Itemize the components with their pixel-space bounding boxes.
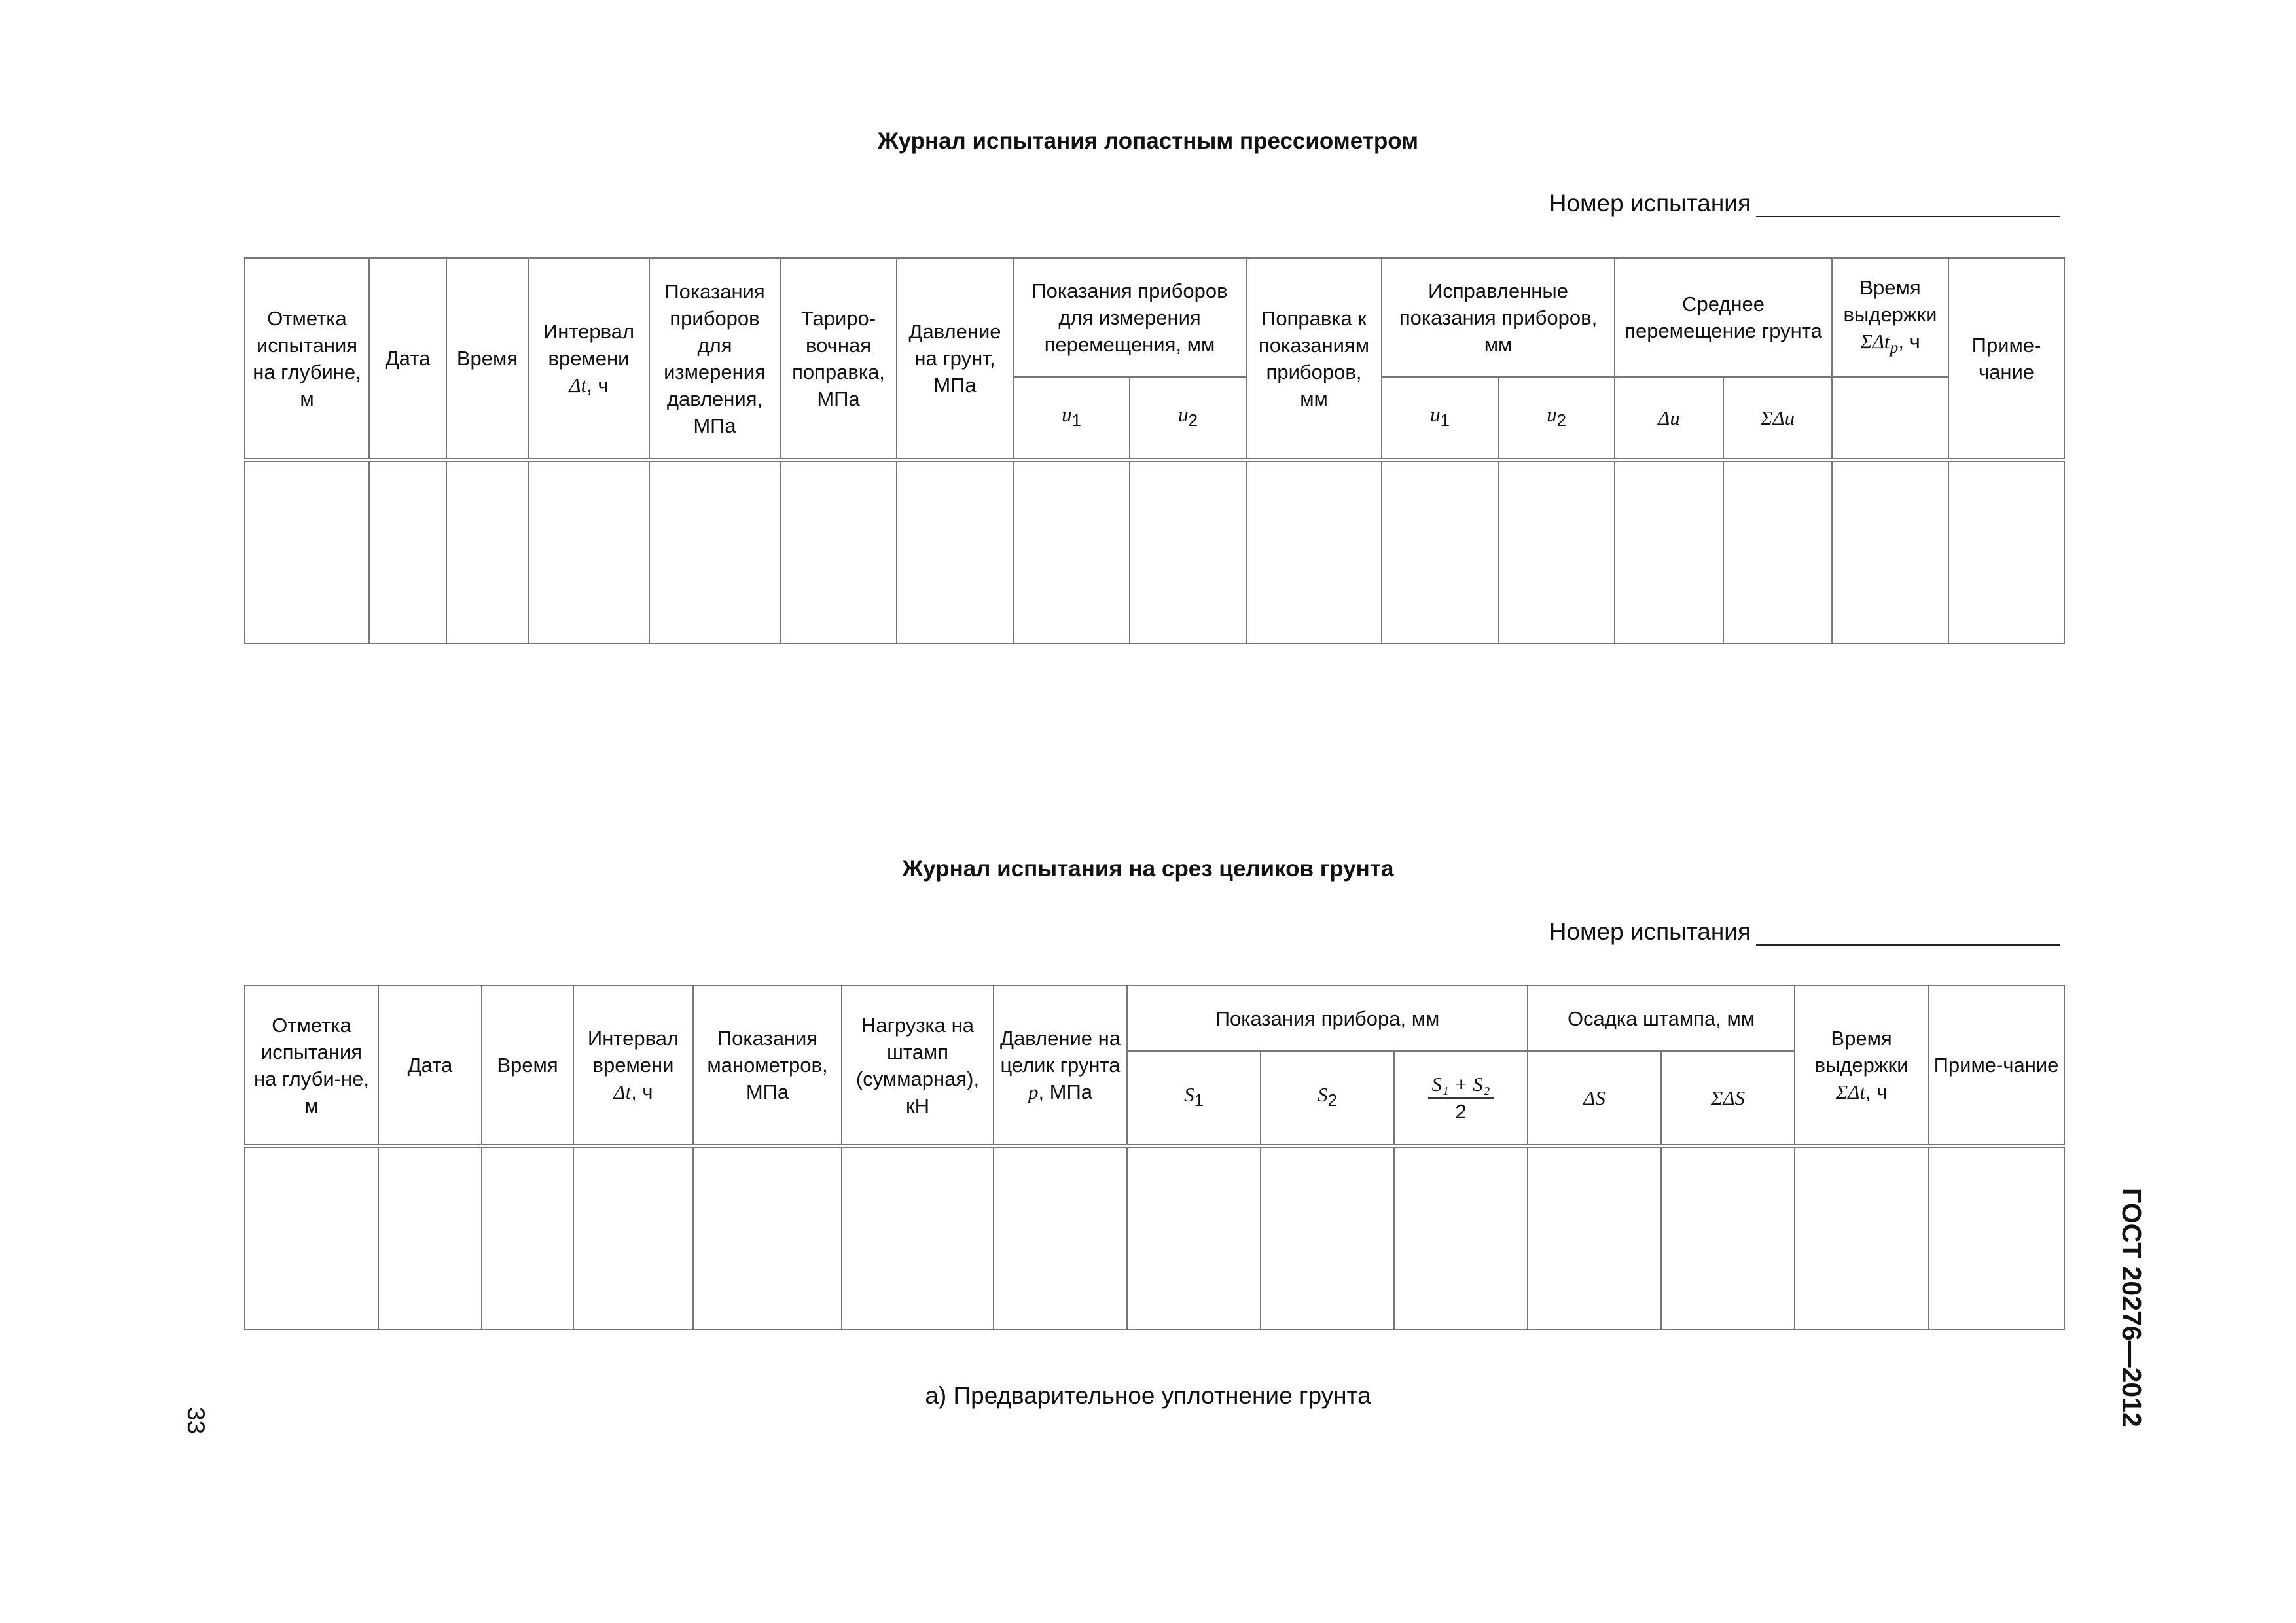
table-cell[interactable] xyxy=(528,460,649,643)
table-cell[interactable] xyxy=(446,460,528,643)
table-cell[interactable] xyxy=(1528,1146,1661,1329)
figure-caption: а) Предварительное уплотнение грунта xyxy=(925,1382,1371,1409)
table-cell[interactable] xyxy=(1382,460,1498,643)
table-cell[interactable] xyxy=(693,1146,842,1329)
header-date: Дата xyxy=(369,258,446,460)
header-correction: Поправка к показаниям приборов, мм xyxy=(1246,258,1382,460)
document-code: ГОСТ 20276—2012 xyxy=(2117,1188,2147,1427)
header-u2: $u_2$ xyxy=(1130,377,1246,460)
page-number: 33 xyxy=(183,1407,209,1435)
journal1-title: Журнал испытания лопастным прессиометром xyxy=(877,128,1419,154)
table-cell[interactable] xyxy=(1615,460,1723,643)
table-cell[interactable] xyxy=(1928,1146,2064,1329)
header-instrument-readings: Показания прибора, мм xyxy=(1127,986,1528,1051)
table-cell[interactable] xyxy=(378,1146,482,1329)
header-load: Нагрузка на штамп (суммарная), кН xyxy=(842,986,994,1146)
header-manometer: Показания манометров, МПа xyxy=(693,986,842,1146)
header-hold-time: Время выдержки ΣΔt$_p$, ч xyxy=(1832,258,1948,377)
journal2-number-label: Номер испытания xyxy=(1549,918,1751,945)
table-cell[interactable] xyxy=(573,1146,693,1329)
header-corrected-u2: $u_2$ xyxy=(1498,377,1615,460)
table-cell[interactable] xyxy=(1948,460,2064,643)
header-hold-time: Время выдержки ΣΔt, ч xyxy=(1795,986,1928,1146)
header-mark: Отметка испытания на глубине, м xyxy=(245,258,369,460)
header-hold-time-blank xyxy=(1832,377,1948,460)
header-corrected-u1: $u_1$ xyxy=(1382,377,1498,460)
table-cell[interactable] xyxy=(1795,1146,1928,1329)
header-sum-delta-s: ΣΔS xyxy=(1661,1051,1795,1146)
header-s2: $S_2$ xyxy=(1261,1051,1394,1146)
journal1-number-line xyxy=(1549,190,2060,217)
header-note: Приме-чание xyxy=(1928,986,2064,1146)
journal2-number-field[interactable] xyxy=(1756,923,2060,946)
header-delta-s: ΔS xyxy=(1528,1051,1661,1146)
header-s1: $S_1$ xyxy=(1127,1051,1261,1146)
header-settlement: Осадка штампа, мм xyxy=(1528,986,1795,1051)
header-delta-u: Δu xyxy=(1615,377,1723,460)
table-cell[interactable] xyxy=(1498,460,1615,643)
header-interval: Интервал времени Δt, ч xyxy=(528,258,649,460)
table-cell[interactable] xyxy=(1127,1146,1261,1329)
header-displacement-readings: Показания приборов для измерения перемещения, мм xyxy=(1013,258,1246,377)
table-cell[interactable] xyxy=(1661,1146,1795,1329)
journal2-table xyxy=(244,985,2065,1330)
table-cell[interactable] xyxy=(780,460,897,643)
header-pressure-readings: Показания приборов для измерения давления, МПа xyxy=(649,258,780,460)
table-cell[interactable] xyxy=(649,460,780,643)
header-calibration: Тариро-вочная поправка, МПа xyxy=(780,258,897,460)
table-row xyxy=(245,460,2064,643)
header-u1: $u_1$ xyxy=(1013,377,1130,460)
table-cell[interactable] xyxy=(482,1146,573,1329)
header-corrected: Исправленные показания приборов, мм xyxy=(1382,258,1615,377)
table-cell[interactable] xyxy=(897,460,1013,643)
header-mark: Отметка испытания на глуби-не, м xyxy=(245,986,378,1146)
table-cell[interactable] xyxy=(994,1146,1127,1329)
table-cell[interactable] xyxy=(1261,1146,1394,1329)
fraction-denominator: 2 xyxy=(1455,1099,1467,1123)
table-cell[interactable] xyxy=(842,1146,994,1329)
table-cell[interactable] xyxy=(1832,460,1948,643)
header-average-fraction xyxy=(1394,1051,1528,1146)
header-sum-delta-u: ΣΔu xyxy=(1723,377,1832,460)
header-soil-pressure: Давление на грунт, МПа xyxy=(897,258,1013,460)
table-cell[interactable] xyxy=(1394,1146,1528,1329)
header-note: Приме-чание xyxy=(1948,258,2064,460)
header-date: Дата xyxy=(378,986,482,1146)
table-cell[interactable] xyxy=(1723,460,1832,643)
table-cell[interactable] xyxy=(1130,460,1246,643)
header-time: Время xyxy=(482,986,573,1146)
journal1-number-field[interactable] xyxy=(1756,195,2060,217)
journal2-title: Журнал испытания на срез целиков грунта xyxy=(902,856,1394,882)
table-cell[interactable] xyxy=(245,460,369,643)
table-row xyxy=(245,1146,2064,1329)
header-pressure: Давление на целик грунта p, МПа xyxy=(994,986,1127,1146)
header-interval: Интервал времени Δt, ч xyxy=(573,986,693,1146)
header-time: Время xyxy=(446,258,528,460)
table-cell[interactable] xyxy=(1246,460,1382,643)
table-cell[interactable] xyxy=(1013,460,1130,643)
table-cell[interactable] xyxy=(245,1146,378,1329)
table-cell[interactable] xyxy=(369,460,446,643)
fraction-numerator: S₁ + S₂ xyxy=(1428,1071,1494,1099)
header-avg-displacement: Среднее перемещение грунта xyxy=(1615,258,1832,377)
journal1-table xyxy=(244,257,2065,644)
journal1-number-label: Номер испытания xyxy=(1549,190,1751,217)
journal2-number-line xyxy=(1549,918,2060,946)
